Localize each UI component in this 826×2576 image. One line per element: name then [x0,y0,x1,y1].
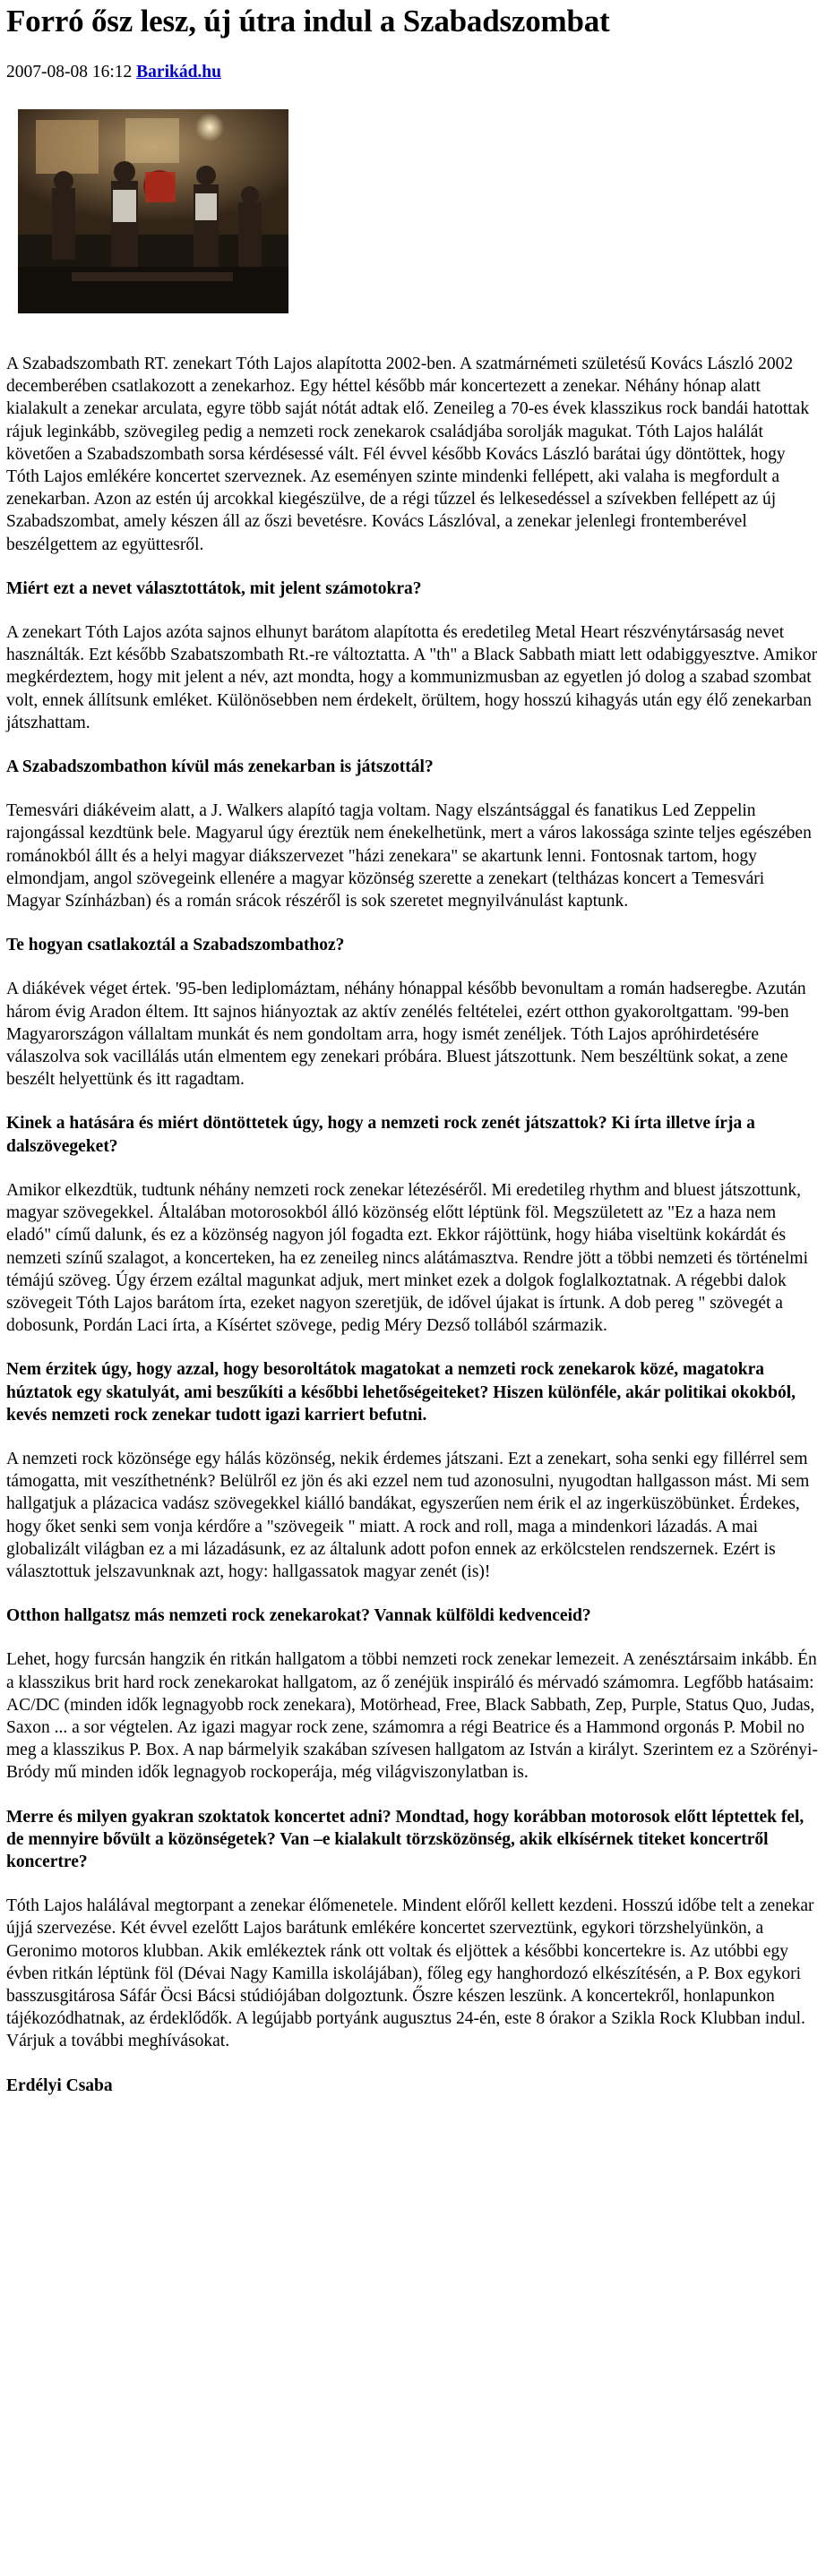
interview-answer: A zenekart Tóth Lajos azóta sajnos elhunyt barátom alapította és eredetileg Metal Heart részvénytársaság nevet használták. Ezt később Szabatszombath Rt.-re változtatta. A "th" a Black Sabbath miatt lett odabiggyesztve. Amikor megkérdeztem, hogy mit jelent a név, azt mondta, hogy a kommunizmusban az egyetlen jó dolog a szabad szombat volt, ennek állítsunk emléket. Különösebben nem érdekelt, örültem, hogy hosszú kihagyás után egy élő zenekarban játszhattam. [6,623,818,732]
article-meta [6,61,820,84]
interview-answer: A diákévek véget értek. '95-ben lediplomáztam, néhány hónappal később bevonultam a román hadseregbe. Azután három évig Aradon éltem. Itt sajnos hiányoztak az aktív zenélés feltételei, ezért otthon gyakoroltgattam. '99-ben Magyarországon vállaltam munkát és nem gondoltam arra, hogy ismét zenéljek. Tóth Lajos apróhirdetésére válaszolva sok vacillálás után elmentem egy zenekari próbára. Bluest játszottunk. Nem beszéltünk sokat, a zene beszélt helyettünk és itt ragadtam. [6,980,806,1090]
interview-question: A Szabadszombathon kívül más zenekarban is játszottál? [6,757,434,777]
interview-question: Otthon hallgatsz más nemzeti rock zenekarokat? Vannak külföldi kedvenceid? [6,1606,591,1626]
interview-answer: A nemzeti rock közönsége egy hálás közönség, nekik érdemes játszani. Ezt a zenekart, soha senki egy fillérrel sem támogatta, mit veszíthetnénk? Belülről ez jön és aki ezzel nem tud azonosulni, nyugodtan hallgasson mást. Mi sem hallgatjuk a plázacica vadász szövegekkel kiálló bandákat, egyszerűen nem érik el az ingerküszöbünket. Érdekes, hogy őket senki sem vonja kérdőre a "szövegeik " miatt. A rock and roll, maga a mindenkori lázadás. A mai globalizált világban ez a mi lázadásunk, ez az általunk adott pofon ennek az erkölcstelen rendszernek. Ezért is választottuk jelszavunknak azt, hogy: hallgassatok magyar zenét (is)! [6,1449,810,1581]
interview-question: Te hogyan csatlakoztál a Szabadszombathoz? [6,936,345,955]
interview-answer: Amikor elkezdtük, tudtunk néhány nemzeti rock zenekar létezéséről. Mi eredetileg rhythm and bluest játszottunk, magyar szövegekkel. Általában motorosokból álló közönség előtt léptünk föl. Megszületett az "Ez a haza nem eladó" című dalunk, és ez a közönség nagyon jól fogadta ezt. Ekkor rájöttünk, hogy hiába viseltünk kokárdát és nemzeti színű szalagot, a koncerteken, ha ez zeneileg nincs alátámasztva. Rendre jött a többi nemzeti és történelmi témájú szöveg. Úgy érzem ezáltal magunkat adjuk, mert minket ezek a dolgok foglalkoztatnak. A régebbi dalok szövegeit Tóth Lajos barátom írta, ezeket nagyon szeretjük, de idővel újakat is írtunk. A dob pereg " szövegét a dobosunk, Pordán Laci írta, a Kísértet szövege, pedig Méry Dezső tollából származik. [6,1180,809,1336]
interview-answer: Tóth Lajos halálával megtorpant a zenekar élőmenetele. Mindent előről kellett kezdeni. Hosszú időbe telt a zenekar újjá szervezése. Két évvel ezelőtt Lajos barátunk emlékére koncertet szerveztünk, egykori törzshelyünkön, a Geronimo motoros klubban. Akik emlékeztek ránk ott voltak és eljöttek a későbbi koncertekre is. Az utóbbi egy évben ritkán léptünk föl (Dévai Nagy Kamilla iskolájában), főleg egy hanghordozó elkészítésén, a P. Box egykori basszusgitárosa Sáfár Öcsi Bácsi stúdiójában dolgoztunk. Őszre készen leszünk. A koncertekről, honlapunkon tájékozódhatnak, az érdeklődők. A legújabb portyánk augusztus 24-én, este 8 órakor a Szikla Rock Klubban indul. Várjuk a további meghívásokat. [6,1896,814,2051]
interview-question: Miért ezt a nevet választottátok, mit jelent számotokra? [6,578,422,598]
interview-answer: Temesvári diákéveim alatt, a J. Walkers alapító tagja voltam. Nagy elszántsággal és fanatikus Led Zeppelin rajongással kezdtünk bele. Magyarul úgy éreztük nem énekelhetünk, mert a város lakossága szinte teljes egészében románokból állt és a helyi magyar diákszervezet "házi zenekara" se akartunk lenni. Fontosnak tartom, hogy elmondjam, angol szövegeink ellenére a magyar közönség szerette a zenekart (teltházas koncert a Temesvári Magyar Színházban) és a román srácok részéről is sok szeretet megnyilvánulást kaptunk. [6,801,812,911]
interview-answer: Lehet, hogy furcsán hangzik én ritkán hallgatom a többi nemzeti rock zenekar lemezeit. A zenésztársaim inkább. Én a klasszikus brit hard rock zenekarokat hallgatom, az ő zenéjük inspiráló és mérvadó számomra. Legfőbb hatásaim: AC/DC (minden idők legnagyobb rock zenekara), Motörhead, Free, Black Sabbath, Zep, Purple, Status Quo, Judas, Saxon ... a sor végtelen. Az igazi magyar rock zene, számomra a régi Beatrice és a Hammond orgonás P. Mobil no meg a klasszikus P. Box. A nap bármelyik szakában szívesen hallgatom az István a királyt. Szerintem ez a Szörényi-Bródy mű minden idők legnagyob rockoperája, még világviszonylatban is. [6,1650,818,1783]
article-title: Forró ősz lesz, új útra indul a Szabadszombat [6,4,610,39]
author-signature: Erdélyi Csaba [6,2075,113,2095]
article-body [6,353,820,2097]
source-link[interactable]: Barikád.hu [136,63,221,81]
article-lead-paragraph: A Szabadszombath RT. zenekart Tóth Lajos alapította 2002-ben. A szatmárnémeti születésű Kovács László 2002 decemberében csatlakozott a zenekarhoz. Egy héttel később már koncertezett a zenekar. Néhány hónap alatt kialakult a zenekar arculata, egyre több saját nótát adtak elő. Zeneileg a 70-es évek klasszikus rock bandái hatottak rájuk leginkább, szövegileg pedig a nemzeti rock zenekarok családjába sorolják magukat. Tóth Lajos halálát követően a Szabadszombath sorsa kérdésessé vált. Fél évvel később Kovács László barátai úgy döntöttek, hogy Tóth Lajos emlékére koncertet szerveznek. Az eseményen szinte mindenki fellépett, aki valaha is megfordult a zenekarban. Azon az estén új arcokkal kiegészülve, de a régi tűzzel és lelkesedéssel a szívekben fellépett az új Szabadszombat, amely készen áll az őszi bevetésre. Kovács Lászlóval, a zenekar jelenlegi frontemberével beszélgettem az együttesről. [6,355,810,554]
interview-question: Nem érzitek úgy, hogy azzal, hogy besoroltátok magatokat a nemzeti rock zenekarok közé, magatokra húztatok egy skatulyát, ami beszűkíti a későbbi lehetőségeiteket? Hiszen különféle, akár politikai okokból, kevés nemzeti rock zenekar tudott igazi karriert befutni. [6,1360,796,1425]
article-date: 2007-08-08 16:12 [6,63,133,81]
interview-question: Merre és milyen gyakran szoktatok koncertet adni? Mondtad, hogy korábban motorosok előtt léptettek fel, de mennyire bővült a közönségetek? Van –e kialakult törzsközönség, akik elkísérnek titeket koncertről koncertre? [6,1807,804,1871]
band-concert-photo [18,109,288,313]
interview-question: Kinek a hatására és miért döntöttetek úgy, hogy a nemzeti rock zenét játszattok? Ki írta illetve írja a dalszövegeket? [6,1114,755,1156]
